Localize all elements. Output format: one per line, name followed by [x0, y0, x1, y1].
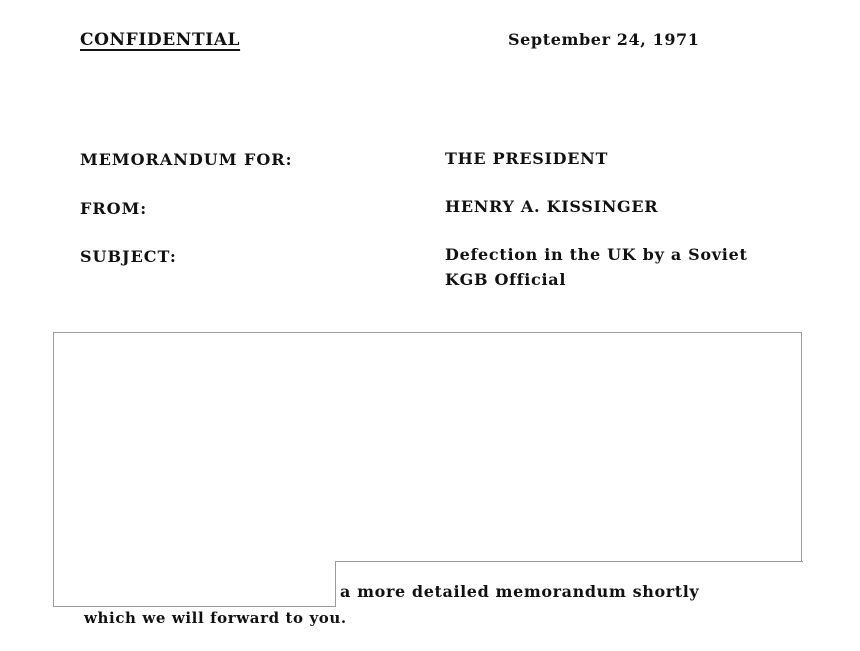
subject-value-line-2: KGB Official	[445, 270, 567, 289]
memorandum-for-value: THE PRESIDENT	[445, 149, 609, 168]
classification-marking: CONFIDENTIAL	[80, 30, 241, 50]
body-text-line-1: a more detailed memorandum shortly	[340, 582, 700, 601]
memo-date: September 24, 1971	[508, 30, 700, 49]
redaction-box-lower	[53, 561, 336, 607]
body-text-line-2: which we will forward to you.	[84, 609, 347, 627]
subject-value-line-1: Defection in the UK by a Soviet	[445, 245, 748, 264]
from-value: HENRY A. KISSINGER	[445, 197, 659, 216]
subject-label: SUBJECT:	[80, 247, 177, 266]
redaction-box-upper	[53, 332, 802, 562]
from-label: FROM:	[80, 199, 148, 218]
memorandum-for-label: MEMORANDUM FOR:	[80, 150, 293, 169]
redaction-box-step-edge	[335, 561, 803, 562]
redaction-box-right-edge	[801, 332, 802, 562]
